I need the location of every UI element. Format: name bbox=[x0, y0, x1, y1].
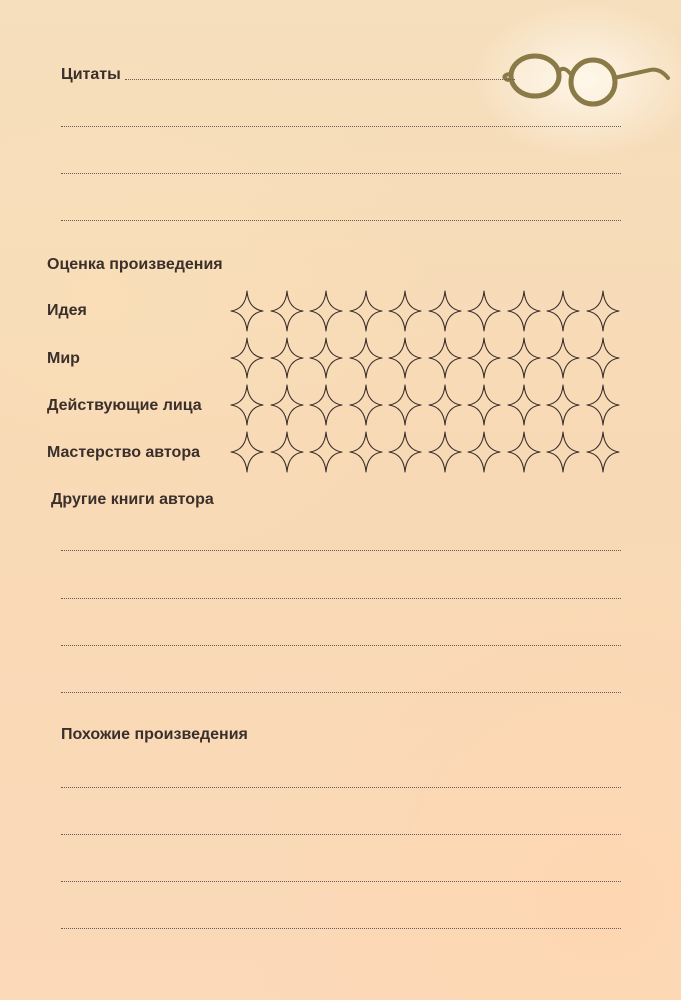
similar-works-line-4[interactable] bbox=[61, 928, 621, 929]
star-icon[interactable] bbox=[387, 430, 423, 474]
other-books-line-4[interactable] bbox=[61, 692, 621, 693]
quotes-line-3[interactable] bbox=[61, 173, 621, 174]
star-icon[interactable] bbox=[585, 289, 621, 333]
star-icon[interactable] bbox=[269, 336, 305, 380]
other-books-line-2[interactable] bbox=[61, 598, 621, 599]
other-books-line-3[interactable] bbox=[61, 645, 621, 646]
star-icon[interactable] bbox=[229, 289, 265, 333]
other-books-label: Другие книги автора bbox=[51, 491, 214, 508]
similar-works-line-1[interactable] bbox=[61, 787, 621, 788]
star-icon[interactable] bbox=[585, 430, 621, 474]
other-books-line-1[interactable] bbox=[61, 550, 621, 551]
glasses-icon bbox=[500, 48, 672, 112]
star-icon[interactable] bbox=[308, 336, 344, 380]
star-icon[interactable] bbox=[308, 289, 344, 333]
quotes-line-4[interactable] bbox=[61, 220, 621, 221]
star-icon[interactable] bbox=[348, 289, 384, 333]
star-icon[interactable] bbox=[506, 430, 542, 474]
star-icon[interactable] bbox=[427, 336, 463, 380]
star-icon[interactable] bbox=[348, 383, 384, 427]
rating-heading: Оценка произведения bbox=[47, 256, 223, 273]
criterion-label: Мастерство автора bbox=[47, 444, 200, 461]
criterion-label: Действующие лица bbox=[47, 397, 202, 414]
criterion-label: Мир bbox=[47, 350, 80, 367]
star-icon[interactable] bbox=[427, 289, 463, 333]
star-icon[interactable] bbox=[269, 383, 305, 427]
star-icon[interactable] bbox=[387, 336, 423, 380]
star-icon[interactable] bbox=[506, 336, 542, 380]
star-icon[interactable] bbox=[269, 430, 305, 474]
quotes-line-1[interactable] bbox=[125, 79, 515, 80]
star-icon[interactable] bbox=[466, 289, 502, 333]
rating-stars-row bbox=[229, 430, 621, 474]
rating-stars-row bbox=[229, 336, 621, 380]
star-icon[interactable] bbox=[308, 383, 344, 427]
star-icon[interactable] bbox=[545, 430, 581, 474]
star-icon[interactable] bbox=[585, 383, 621, 427]
rating-stars-row bbox=[229, 289, 621, 333]
star-icon[interactable] bbox=[229, 383, 265, 427]
star-icon[interactable] bbox=[585, 336, 621, 380]
quotes-line-2[interactable] bbox=[61, 126, 621, 127]
star-icon[interactable] bbox=[348, 336, 384, 380]
star-icon[interactable] bbox=[506, 289, 542, 333]
star-icon[interactable] bbox=[427, 430, 463, 474]
criterion-label: Идея bbox=[47, 302, 87, 319]
star-icon[interactable] bbox=[466, 430, 502, 474]
star-icon[interactable] bbox=[466, 336, 502, 380]
star-icon[interactable] bbox=[506, 383, 542, 427]
star-icon[interactable] bbox=[269, 289, 305, 333]
star-icon[interactable] bbox=[308, 430, 344, 474]
star-icon[interactable] bbox=[545, 336, 581, 380]
similar-works-line-3[interactable] bbox=[61, 881, 621, 882]
rating-stars-row bbox=[229, 383, 621, 427]
star-icon[interactable] bbox=[348, 430, 384, 474]
star-icon[interactable] bbox=[466, 383, 502, 427]
star-icon[interactable] bbox=[545, 383, 581, 427]
star-icon[interactable] bbox=[427, 383, 463, 427]
star-icon[interactable] bbox=[387, 289, 423, 333]
star-icon[interactable] bbox=[545, 289, 581, 333]
star-icon[interactable] bbox=[229, 430, 265, 474]
similar-works-line-2[interactable] bbox=[61, 834, 621, 835]
star-icon[interactable] bbox=[387, 383, 423, 427]
star-icon[interactable] bbox=[229, 336, 265, 380]
similar-works-label: Похожие произведения bbox=[61, 726, 248, 743]
quotes-label: Цитаты bbox=[61, 66, 121, 83]
